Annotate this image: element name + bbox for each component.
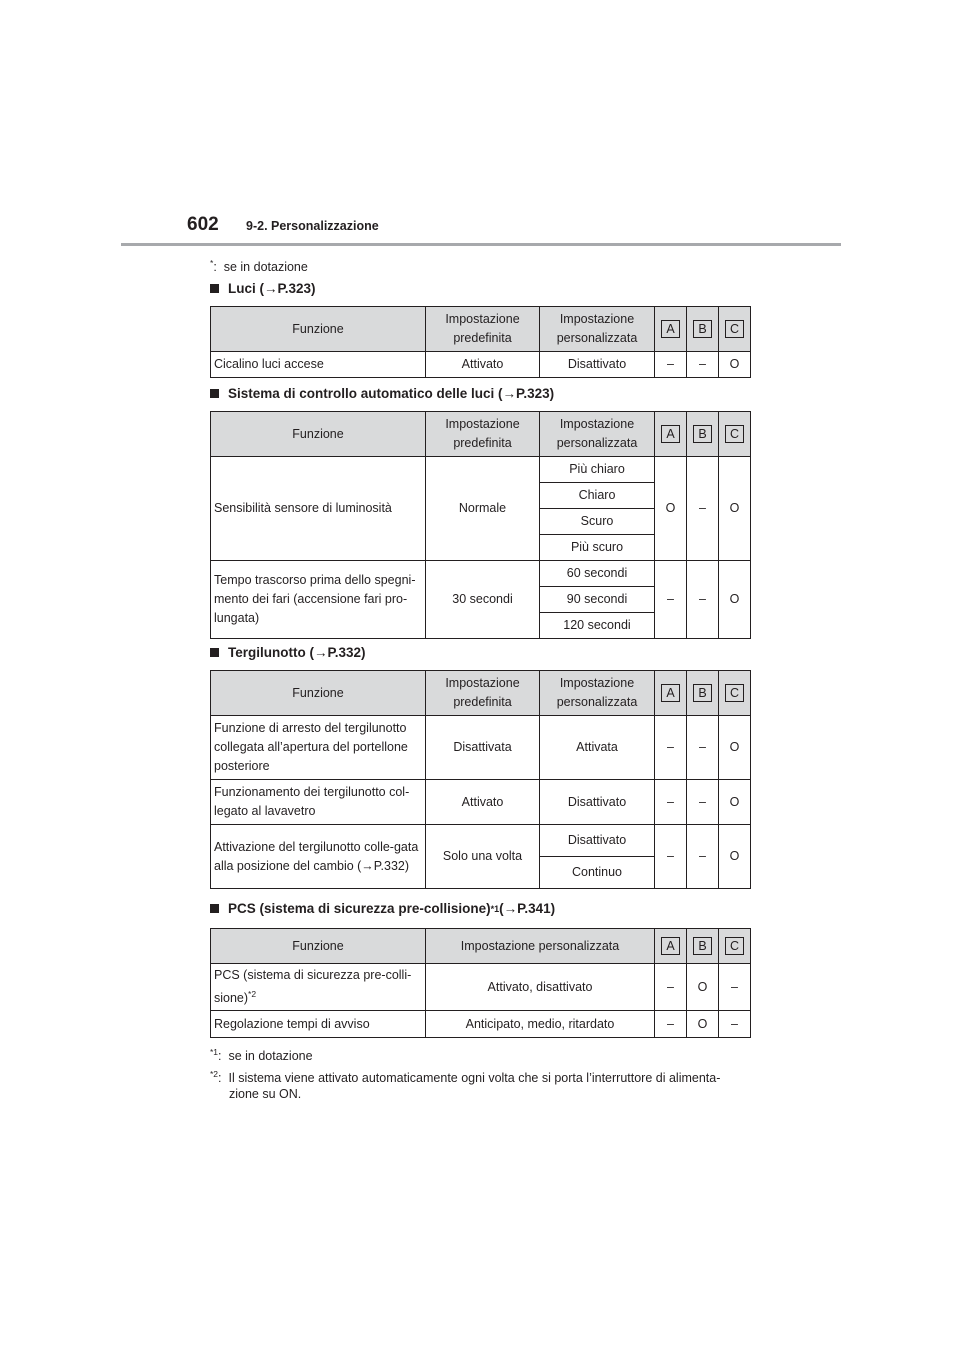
cell-default: Attivato bbox=[426, 780, 540, 825]
cell-a: – bbox=[655, 825, 687, 889]
heading-text: PCS (sistema di sicurezza pre-collisione) bbox=[228, 901, 491, 916]
col-b bbox=[687, 671, 719, 716]
col-a bbox=[655, 307, 687, 352]
col-function: Funzione bbox=[211, 671, 426, 716]
footnote-2-continuation bbox=[229, 1084, 301, 1104]
cell-custom-option: 60 secondi bbox=[540, 561, 655, 587]
function-text: PCS (sistema di sicurezza pre-colli-sione) bbox=[214, 968, 412, 1006]
cell-c: – bbox=[719, 1011, 751, 1038]
table-row bbox=[211, 457, 751, 483]
heading-luci bbox=[210, 281, 316, 296]
page-number: 602 bbox=[187, 214, 219, 235]
col-default: Impostazione predefinita bbox=[426, 307, 540, 352]
cell-a: O bbox=[655, 457, 687, 561]
col-default: Impostazione predefinita bbox=[426, 671, 540, 716]
cell-a: – bbox=[655, 780, 687, 825]
col-function: Funzione bbox=[211, 307, 426, 352]
col-custom: Impostazione personalizzata bbox=[540, 412, 655, 457]
heading-footnote-ref: *1 bbox=[490, 903, 500, 914]
boxed-letter-a: A bbox=[661, 320, 680, 338]
cell-function: Cicalino luci accese bbox=[211, 352, 426, 378]
boxed-letter-b: B bbox=[693, 684, 712, 702]
cell-custom-option: Continuo bbox=[540, 857, 655, 889]
cell-a: – bbox=[655, 561, 687, 639]
col-c bbox=[719, 929, 751, 964]
square-bullet-icon bbox=[210, 904, 219, 913]
cell-c: O bbox=[719, 457, 751, 561]
col-a bbox=[655, 671, 687, 716]
boxed-letter-a: A bbox=[661, 425, 680, 443]
cell-custom-option: 90 secondi bbox=[540, 587, 655, 613]
col-a bbox=[655, 412, 687, 457]
top-footnote: *: se in dotazione bbox=[210, 258, 308, 275]
boxed-letter-b: B bbox=[693, 425, 712, 443]
cell-custom-option: Disattivato bbox=[540, 825, 655, 857]
boxed-letter-b: B bbox=[693, 937, 712, 955]
cell-function: Sensibilità sensore di luminosità bbox=[211, 457, 426, 561]
cell-c: O bbox=[719, 825, 751, 889]
cell-function: Funzionamento dei tergilunotto col-legato al lavavetro bbox=[211, 780, 426, 825]
cell-a: – bbox=[655, 964, 687, 1011]
heading-pcs bbox=[210, 901, 555, 916]
heading-text: Luci (→P.323) bbox=[228, 281, 316, 296]
heading-tergilunotto bbox=[210, 645, 366, 660]
footnote-text: Il sistema viene attivato automaticamente ogni volta che si porta l’interruttore di alimenta- bbox=[228, 1071, 721, 1086]
cell-custom: Disattivato bbox=[540, 352, 655, 378]
boxed-letter-c: C bbox=[725, 684, 744, 702]
header-divider bbox=[121, 243, 841, 246]
cell-b: – bbox=[687, 825, 719, 889]
cell-function: Regolazione tempi di avviso bbox=[211, 1011, 426, 1038]
cell-function: Tempo trascorso prima dello spegni-mento dei fari (accensione fari pro-lungata) bbox=[211, 561, 426, 639]
cell-c: O bbox=[719, 352, 751, 378]
footnote-marker: *2 bbox=[210, 1069, 219, 1079]
cell-function: Funzione di arresto del tergilunotto collegata all’apertura del portellone posteriore bbox=[211, 716, 426, 780]
cell-b: – bbox=[687, 352, 719, 378]
cell-custom-option: Chiaro bbox=[540, 483, 655, 509]
table-sistema-luci bbox=[210, 411, 751, 639]
heading-sistema-luci bbox=[210, 386, 554, 401]
cell-default: Normale bbox=[426, 457, 540, 561]
square-bullet-icon bbox=[210, 648, 219, 657]
col-custom: Impostazione personalizzata bbox=[426, 929, 655, 964]
col-a bbox=[655, 929, 687, 964]
cell-c: O bbox=[719, 561, 751, 639]
table-header-row bbox=[211, 412, 751, 457]
table-row bbox=[211, 964, 751, 1011]
heading-text: Tergilunotto (→P.332) bbox=[228, 645, 366, 660]
cell-default: Attivato bbox=[426, 352, 540, 378]
cell-custom-option: 120 secondi bbox=[540, 613, 655, 639]
col-c bbox=[719, 671, 751, 716]
footnote-2: $^{*2}$: Il sistema viene attivato automaticamente ogni volta che si porta l’interruttore di alimenta- bbox=[210, 1069, 721, 1086]
cell-c: O bbox=[719, 716, 751, 780]
cell-custom: Attivato, disattivato bbox=[426, 964, 655, 1011]
table-pcs bbox=[210, 928, 751, 1038]
cell-custom-option: Scuro bbox=[540, 509, 655, 535]
table-header-row bbox=[211, 671, 751, 716]
cell-function: Attivazione del tergilunotto colle-gata alla posizione del cambio (→P.332) bbox=[211, 825, 426, 889]
col-b bbox=[687, 929, 719, 964]
boxed-letter-c: C bbox=[725, 937, 744, 955]
footnote-marker: *1 bbox=[210, 1047, 219, 1057]
col-function: Funzione bbox=[211, 412, 426, 457]
cell-b: – bbox=[687, 780, 719, 825]
table-row bbox=[211, 825, 751, 857]
boxed-letter-a: A bbox=[661, 937, 680, 955]
cell-b: O bbox=[687, 964, 719, 1011]
col-c bbox=[719, 307, 751, 352]
table-row bbox=[211, 561, 751, 587]
cell-default: Solo una volta bbox=[426, 825, 540, 889]
table-luci bbox=[210, 306, 751, 378]
cell-c: O bbox=[719, 780, 751, 825]
cell-a: – bbox=[655, 352, 687, 378]
table-row bbox=[211, 716, 751, 780]
table-header-row bbox=[211, 929, 751, 964]
heading-page-ref: (→P.341) bbox=[499, 901, 556, 916]
col-function: Funzione bbox=[211, 929, 426, 964]
footnote-1: $^{*1}$: se in dotazione bbox=[210, 1047, 313, 1064]
col-custom: Impostazione personalizzata bbox=[540, 307, 655, 352]
cell-b: – bbox=[687, 457, 719, 561]
cell-custom: Anticipato, medio, ritardato bbox=[426, 1011, 655, 1038]
cell-custom: Attivata bbox=[540, 716, 655, 780]
square-bullet-icon bbox=[210, 284, 219, 293]
function-footnote-ref: *2 bbox=[248, 989, 257, 999]
footnote-text: se in dotazione bbox=[228, 1049, 313, 1064]
section-title: 9-2. Personalizzazione bbox=[246, 219, 379, 233]
cell-default: Disattivata bbox=[426, 716, 540, 780]
cell-default: 30 secondi bbox=[426, 561, 540, 639]
cell-c: – bbox=[719, 964, 751, 1011]
boxed-letter-c: C bbox=[725, 425, 744, 443]
footnote-text: zione su ON. bbox=[229, 1087, 302, 1101]
cell-b: – bbox=[687, 716, 719, 780]
cell-function bbox=[211, 964, 426, 1011]
cell-b: O bbox=[687, 1011, 719, 1038]
col-custom: Impostazione personalizzata bbox=[540, 671, 655, 716]
cell-b: – bbox=[687, 561, 719, 639]
table-row bbox=[211, 1011, 751, 1038]
boxed-letter-c: C bbox=[725, 320, 744, 338]
table-row bbox=[211, 780, 751, 825]
boxed-letter-a: A bbox=[661, 684, 680, 702]
cell-custom-option: Più scuro bbox=[540, 535, 655, 561]
cell-custom: Disattivato bbox=[540, 780, 655, 825]
table-row bbox=[211, 352, 751, 378]
heading-text: Sistema di controllo automatico delle luci (→P.323) bbox=[228, 386, 555, 401]
square-bullet-icon bbox=[210, 389, 219, 398]
col-c bbox=[719, 412, 751, 457]
col-b bbox=[687, 307, 719, 352]
footnote-text: se in dotazione bbox=[223, 260, 308, 275]
cell-a: – bbox=[655, 716, 687, 780]
cell-custom-option: Più chiaro bbox=[540, 457, 655, 483]
col-default: Impostazione predefinita bbox=[426, 412, 540, 457]
col-b bbox=[687, 412, 719, 457]
table-tergilunotto bbox=[210, 670, 751, 889]
boxed-letter-b: B bbox=[693, 320, 712, 338]
table-header-row bbox=[211, 307, 751, 352]
footnote-marker: * bbox=[210, 258, 214, 268]
cell-a: – bbox=[655, 1011, 687, 1038]
